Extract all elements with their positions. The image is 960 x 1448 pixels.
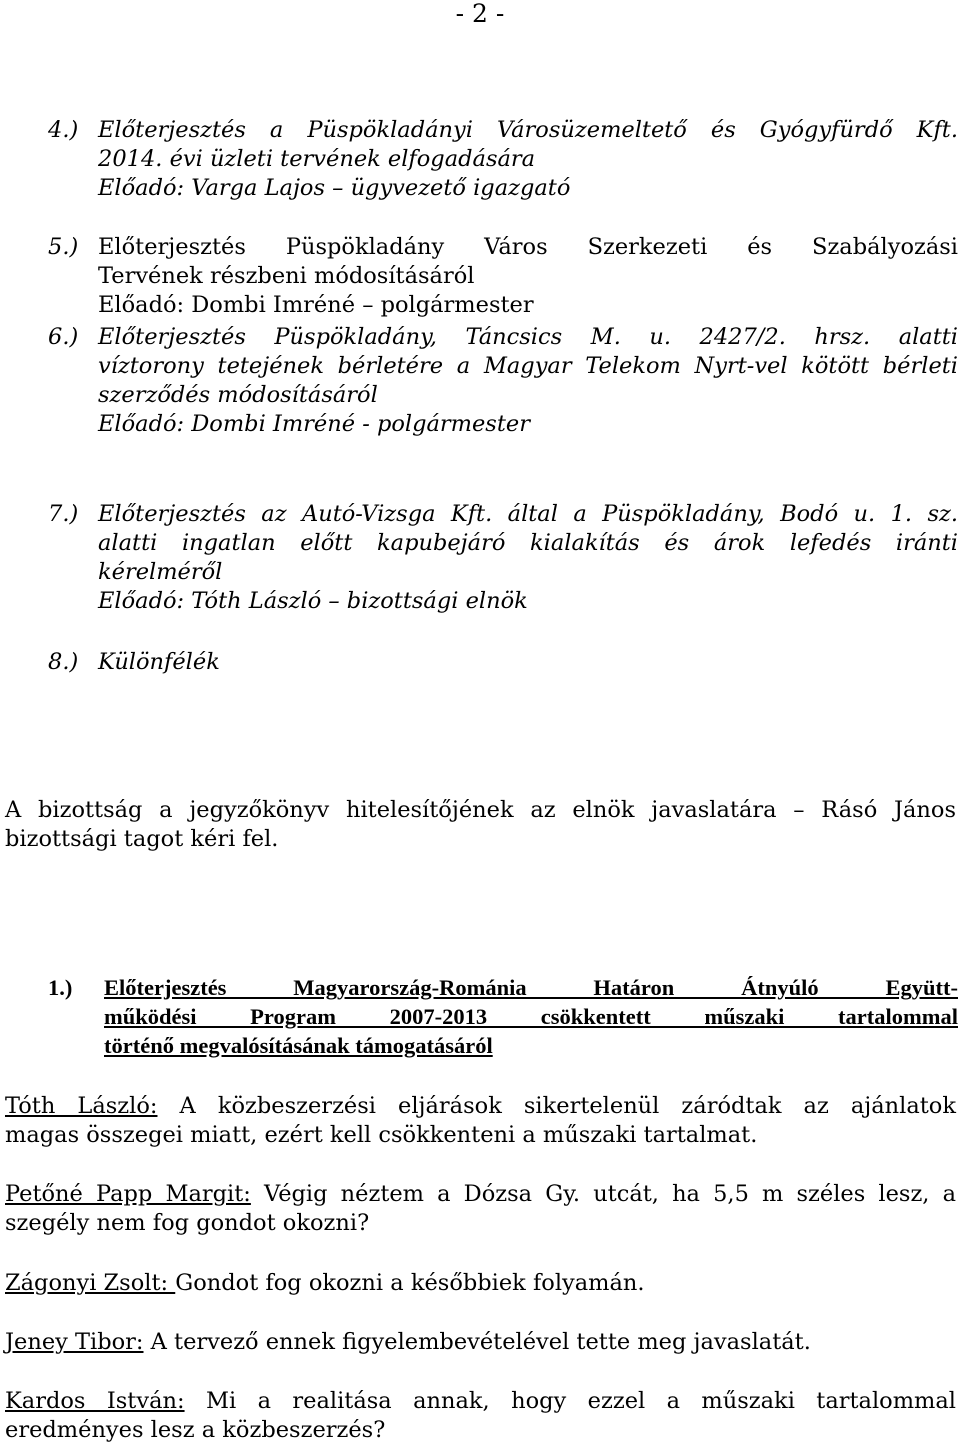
agenda-item-5 [48,233,958,320]
discussion-entry [5,1269,956,1298]
statement-text: A közbeszerzési eljárások sikertelenül záródtak az ajánlatok [157,1093,956,1119]
agenda-item-presenter: Előadó: Tóth László – bizottsági elnök [98,588,528,614]
agenda-item-presenter: Előadó: Varga Lajos – ügyvezető igazgató [98,175,571,201]
discussion-entry [5,1092,956,1150]
agenda-item-title-line: Előterjesztés a Püspökladányi Városüzemeltető és Gyógyfürdő Kft. [98,117,958,143]
agenda-item-number: 4.) [48,117,79,143]
paragraph-line: A bizottság a jegyzőkönyv hitelesítőjének az elnök javaslatára – Rásó János [5,797,956,823]
agenda-item-number: 7.) [48,501,79,527]
paragraph-line: eredményes lesz a közbeszerzés? [5,1417,386,1443]
statement-text: Gondot fog okozni a későbbiek folyamán. [175,1270,645,1296]
paragraph-line [5,1092,956,1121]
paragraph-line [5,1328,956,1357]
agenda-item-title-line: Előterjesztés az Autó-Vizsga Kft. által a Püspökladány, Bodó u. 1. sz. [98,501,958,527]
agenda-item-number: 5.) [48,234,79,260]
speaker-name: Petőné Papp Margit: [5,1181,251,1207]
statement-text: A tervező ennek figyelembevételével tette meg javaslatát. [143,1329,811,1355]
agenda-item-title-line: Előterjesztés Püspökladány, Táncsics M. u. 2427/2. hrsz. alatti [98,324,958,350]
agenda-item-6 [48,323,958,439]
agenda-item-title-line: szerződés módosításáról [98,382,378,408]
paragraph-line [5,1180,956,1209]
agenda-item-presenter: Előadó: Dombi Imréné - polgármester [98,411,530,437]
discussion-entry [5,1387,956,1445]
speaker-name: Jeney Tibor: [5,1329,144,1355]
discussion-entry [5,1180,956,1238]
paragraph-line [5,1387,956,1416]
agenda-item-title-line: kérelméről [98,559,223,585]
agenda-item-title-line: 2014. évi üzleti tervének elfogadására [98,146,536,172]
paragraph-line [5,1269,956,1298]
speaker-name: Zágonyi Zsolt: [5,1270,176,1296]
agenda-item-title-line: Tervének részbeni módosításáról [98,263,475,289]
authentication-note [5,796,956,854]
agenda-item-7 [48,500,958,616]
section-title-line: Előterjesztés Magyarország-Románia Határon Átnyúló Együtt- [104,975,958,1000]
agenda-item-4 [48,116,958,203]
speaker-name: Tóth László: [5,1093,158,1119]
agenda-item-title-line: Előterjesztés Püspökladány Város Szerkezeti és Szabályozási [98,234,958,260]
agenda-item-8 [48,648,958,677]
section-heading [48,973,958,1060]
agenda-item-number: 6.) [48,324,79,350]
page-number: - 2 - [455,0,505,28]
agenda-item-title-line: Különfélék [98,649,220,675]
paragraph-line: szegély nem fog gondot okozni? [5,1210,370,1236]
discussion-entry [5,1328,956,1357]
agenda-item-presenter: Előadó: Dombi Imréné – polgármester [98,292,534,318]
speaker-name: Kardos István: [5,1388,185,1414]
agenda-item-title-line: víztorony tetejének bérletére a Magyar Telekom Nyrt-vel kötött bérleti [98,353,958,379]
paragraph-line: bizottsági tagot kéri fel. [5,826,279,852]
statement-text: Végig néztem a Dózsa Gy. utcát, ha 5,5 m széles lesz, a [250,1181,956,1207]
section-title-line: működési Program 2007-2013 csökkentett műszaki tartalommal [104,1004,958,1029]
statement-text: Mi a realitása annak, hogy ezzel a műszaki tartalommal [184,1388,956,1414]
agenda-item-title-line: alatti ingatlan előtt kapubejáró kialakítás és árok lefedés iránti [98,530,958,556]
paragraph-line: magas összegei miatt, ezért kell csökkenteni a műszaki tartalmat. [5,1122,758,1148]
section-number: 1.) [48,975,73,1000]
agenda-item-number: 8.) [48,649,79,675]
section-title-line: történő megvalósításának támogatásáról [104,1033,493,1058]
